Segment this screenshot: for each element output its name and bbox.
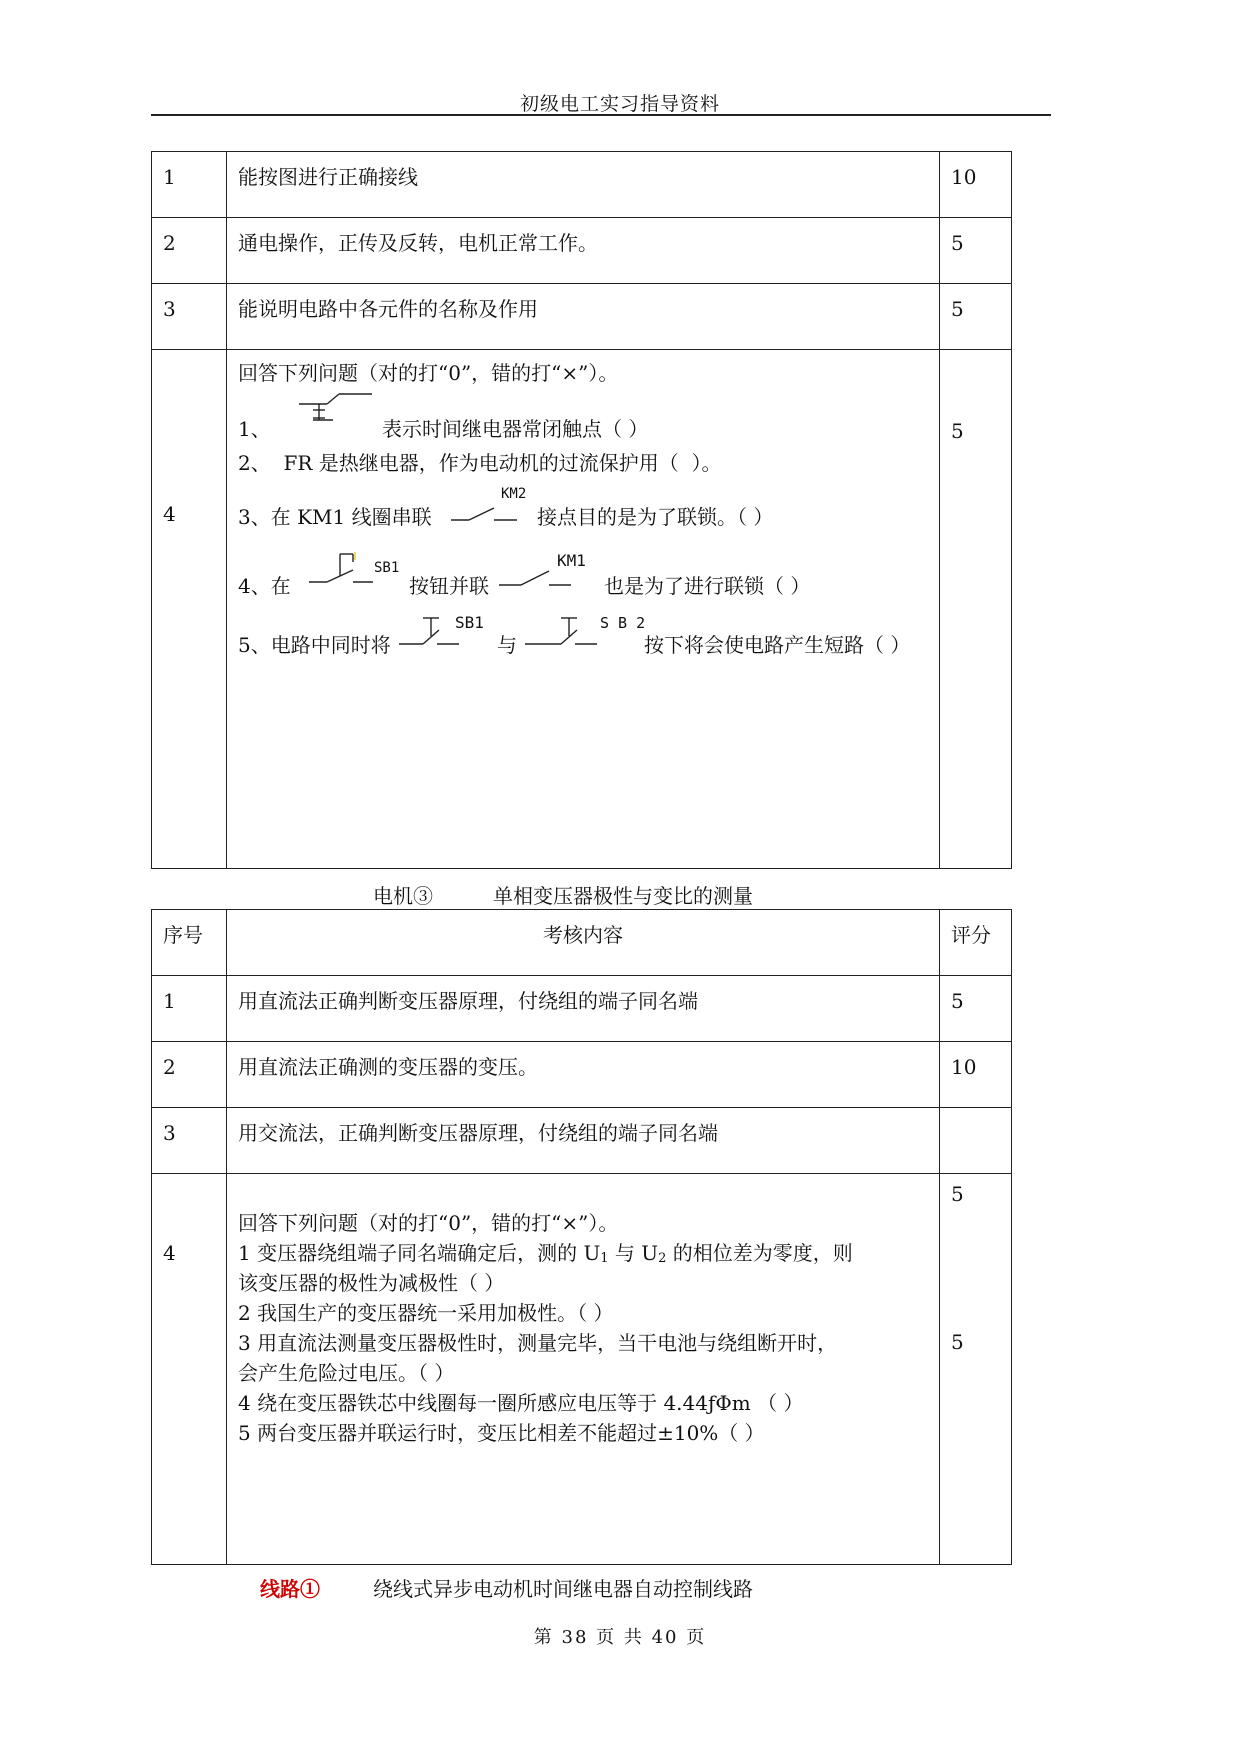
q1-post: 的相位差为零度，则 xyxy=(666,1241,853,1265)
row-score: 5 xyxy=(940,350,1012,869)
question-5: 5 两台变压器并联运行时，变压比相差不能超过±10%（ ） xyxy=(238,1421,765,1445)
question-1-line-2: 该变压器的极性为减极性（ ） xyxy=(238,1271,505,1295)
page-footer: 第 38 页 共 40 页 xyxy=(533,1627,707,1648)
u2-subscript: 2 xyxy=(658,1251,667,1266)
question-3-text: 接点目的是为了联锁。（ ） xyxy=(537,505,774,529)
table-row xyxy=(152,1042,1012,1108)
row-number: 3 xyxy=(152,1108,227,1174)
table-row xyxy=(152,1174,1012,1565)
row-number: 4 xyxy=(152,1174,227,1565)
section-3-title: 绕线式异步电动机时间继电器自动控制线路 xyxy=(373,1577,753,1601)
row-number: 1 xyxy=(152,976,227,1042)
table-header-row xyxy=(152,910,1012,976)
table-row xyxy=(152,284,1012,350)
row-content: 通电操作，正传及反转，电机正常工作。 xyxy=(227,218,940,284)
row-content: 能按图进行正确接线 xyxy=(227,152,940,218)
section-2-label: 电机③ xyxy=(373,884,433,908)
question-intro: 回答下列问题（对的打“0”，错的打“×”）。 xyxy=(238,1211,619,1235)
question-5-prefix: 5、电路中同时将 xyxy=(238,633,391,657)
row-number: 2 xyxy=(152,1042,227,1108)
km1-label: KM1 xyxy=(557,551,586,570)
row-score-top: 5 xyxy=(951,1182,964,1206)
question-4: 4 绕在变压器铁芯中线圈每一圈所感应电压等于 4.44ƒΦm （ ） xyxy=(238,1391,804,1415)
question-intro: 回答下列问题（对的打“0”，错的打“×”）。 xyxy=(238,361,619,385)
row-score: 5 xyxy=(940,218,1012,284)
question-1-text: 表示时间继电器常闭触点（ ） xyxy=(382,417,649,441)
table-row xyxy=(152,350,1012,869)
row-score: 5 xyxy=(940,976,1012,1042)
row-content: 能说明电路中各元件的名称及作用 xyxy=(227,284,940,350)
page-header-title: 初级电工实习指导资料 xyxy=(519,93,720,115)
header-number: 序号 xyxy=(152,910,227,976)
sb2-pushbutton-symbol xyxy=(523,612,603,652)
question-5-middle: 与 xyxy=(497,633,517,657)
q1-mid: 与 U xyxy=(608,1241,659,1265)
row-content: 用交流法，正确判断变压器原理，付绕组的端子同名端 xyxy=(227,1108,940,1174)
question-cell xyxy=(227,1174,940,1565)
section-3-label: 线路① xyxy=(260,1577,320,1601)
km2-label: KM2 xyxy=(501,486,527,502)
assessment-table-2 xyxy=(151,909,1012,1565)
row-content: 用直流法正确判断变压器原理，付绕组的端子同名端 xyxy=(227,976,940,1042)
question-2-text: 2、 FR 是热继电器，作为电动机的过流保护用（ ）。 xyxy=(238,451,722,475)
row-content: 用直流法正确测的变压器的变压。 xyxy=(227,1042,940,1108)
time-relay-nc-contact-symbol xyxy=(297,392,377,434)
question-3-line-1: 3 用直流法测量变压器极性时，测量完毕，当干电池与绕组断开时， xyxy=(238,1331,838,1355)
row-number: 4 xyxy=(152,350,227,869)
table-row xyxy=(152,218,1012,284)
question-3-line-2: 会产生危险过电压。（ ） xyxy=(238,1361,455,1385)
question-3-prefix: 3、在 KM1 线圈串联 xyxy=(238,505,432,529)
table-row xyxy=(152,152,1012,218)
sb1-label: SB1 xyxy=(374,560,400,576)
question-1-line-1 xyxy=(238,1238,939,1268)
q1-pre: 1 变压器绕组端子同名端确定后，测的 U xyxy=(238,1241,601,1265)
row-score xyxy=(940,1108,1012,1174)
u1-subscript: 1 xyxy=(600,1251,609,1266)
question-4-middle: 按钮并联 xyxy=(409,574,489,598)
question-1-prefix: 1、 xyxy=(238,417,271,441)
row-score-mid: 5 xyxy=(951,1330,964,1354)
question-4-prefix: 4、在 xyxy=(238,574,291,598)
row-score: 5 xyxy=(940,284,1012,350)
question-4-text: 也是为了进行联锁（ ） xyxy=(604,574,811,598)
score-cell xyxy=(940,1174,1012,1565)
sb2-label: S B 2 xyxy=(600,614,646,632)
section-2-title: 单相变压器极性与变比的测量 xyxy=(493,884,753,908)
row-number: 2 xyxy=(152,218,227,284)
question-2: 2 我国生产的变压器统一采用加极性。（ ） xyxy=(238,1301,614,1325)
sb1-label: SB1 xyxy=(455,613,484,632)
header-content: 考核内容 xyxy=(227,910,940,976)
question-cell xyxy=(227,350,940,869)
assessment-table-1 xyxy=(151,151,1012,869)
table-row xyxy=(152,976,1012,1042)
header-score: 评分 xyxy=(940,910,1012,976)
row-number: 3 xyxy=(152,284,227,350)
row-score: 10 xyxy=(940,1042,1012,1108)
row-number: 1 xyxy=(152,152,227,218)
header-rule xyxy=(151,114,1051,116)
row-score: 10 xyxy=(940,152,1012,218)
question-5-text: 按下将会使电路产生短路（ ） xyxy=(644,633,911,657)
table-row xyxy=(152,1108,1012,1174)
